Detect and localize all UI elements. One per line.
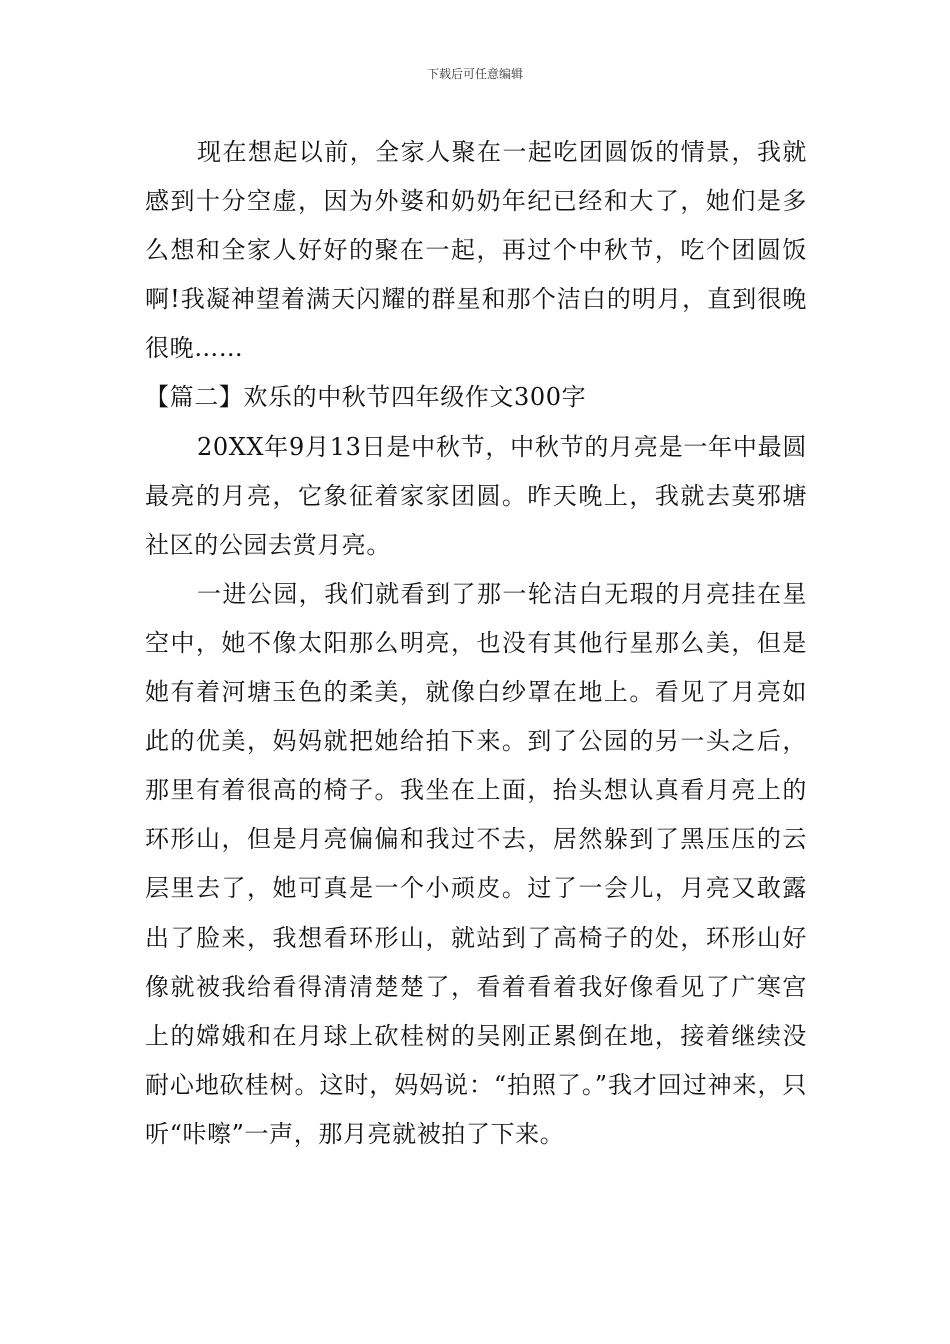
paragraph-park-moon: 一进公园，我们就看到了那一轮洁白无瑕的月亮挂在星空中，她不像太阳那么明亮，也没有其他行星那么美，但是她有着河塘玉色的柔美，就像白纱罩在地上。看见了月亮如此的优美，妈妈就把她给拍下来。到了公园的另一头之后，那里有着很高的椅子。我坐在上面，抬头想认真看月亮上的环形山，但是月亮偏偏和我过不去，居然躲到了黑压压的云层里去了，她可真是一个小顽皮。过了一会儿，月亮又敢露出了脸来，我想看环形山，就站到了高椅子的处，环形山好像就被我给看得清清楚楚了，看着看着我好像看见了广寒宫上的嫦娥和在月球上砍桂树的吴刚正累倒在地，接着继续没耐心地砍桂树。这时，妈妈说：“拍照了。”我才回过神来，只听“咔嚓”一声，那月亮就被拍了下来。	[145, 579, 807, 1148]
document-body	[145, 128, 807, 1159]
section-heading: 【篇二】欢乐的中秋节四年级作文300字	[145, 383, 587, 412]
page-header: 下载后可任意编辑	[426, 67, 523, 81]
paragraph-mid-autumn-date: 20XX年9月13日是中秋节，中秋节的月亮是一年中最圆最亮的月亮，它象征着家家团圆。昨天晚上，我就去莫邪塘社区的公园去赏月亮。	[145, 432, 807, 559]
paragraph-moon-memory: 现在想起以前，全家人聚在一起吃团圆饭的情景，我就感到十分空虚，因为外婆和奶奶年纪已经和大了，她们是多么想和全家人好好的聚在一起，再过个中秋节，吃个团圆饭啊!我凝神望着满天闪耀的群星和那个洁白的明月，直到很晚很晚……	[145, 138, 807, 363]
